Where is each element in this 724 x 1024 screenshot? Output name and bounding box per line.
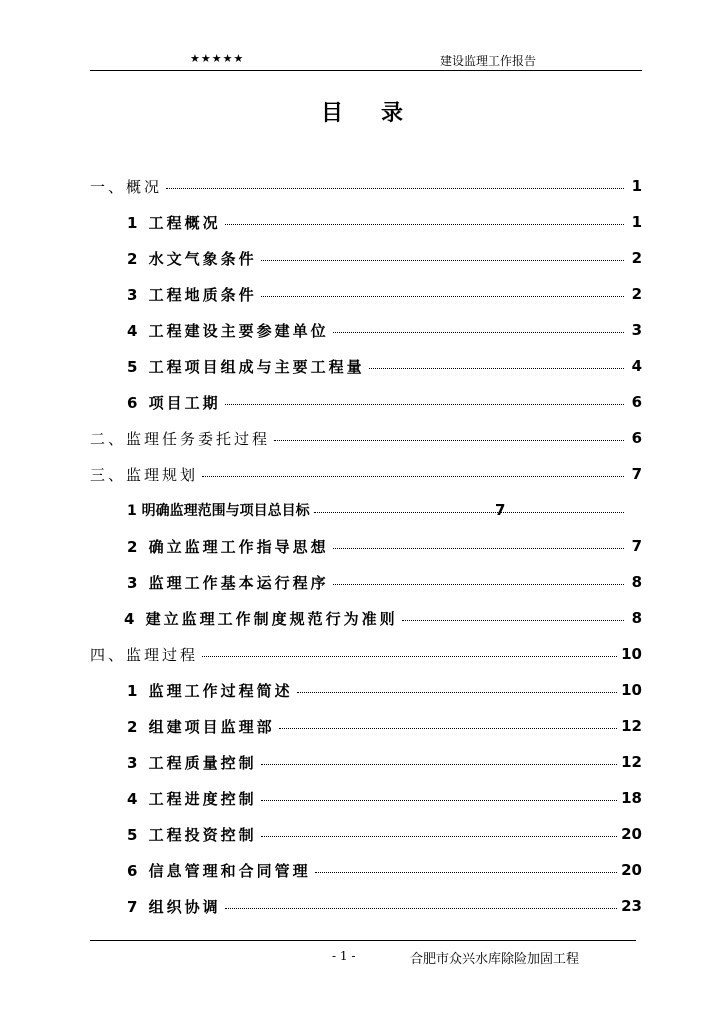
toc-entry[interactable] [90, 672, 642, 708]
toc-leader [402, 620, 624, 621]
toc-entry-page: 18 [621, 789, 642, 807]
toc-leader [369, 368, 624, 369]
toc-title: 目录 [320, 101, 441, 126]
toc-entry-page: 7 [495, 501, 506, 519]
toc-entry[interactable] [90, 456, 642, 492]
toc-entry[interactable] [90, 276, 642, 312]
toc-entry-label: 6 信息管理和合同管理 [127, 861, 311, 880]
toc-leader [261, 764, 617, 765]
page-header [90, 50, 642, 71]
toc-leader [261, 260, 624, 261]
toc-entry[interactable] [90, 492, 642, 528]
toc-entry[interactable] [90, 816, 642, 852]
toc-leader [225, 908, 617, 909]
toc-entry[interactable] [90, 564, 642, 600]
toc-entry-label: 2 组建项目监理部 [127, 717, 275, 736]
toc-entry-page: 8 [631, 573, 642, 591]
header-report-title: 建设监理工作报告 [440, 54, 537, 68]
toc-entry-page: 1 [631, 177, 642, 195]
toc-entry-page: 23 [621, 897, 642, 915]
toc-entry-page: 10 [621, 681, 642, 699]
toc-entry-page: 8 [631, 609, 642, 627]
toc-entry-label: 5 工程投资控制 [127, 825, 257, 844]
toc-entry-label: 4 工程建设主要参建单位 [127, 321, 329, 340]
table-of-contents [90, 168, 642, 924]
toc-leader [225, 224, 624, 225]
toc-entry[interactable] [90, 708, 642, 744]
toc-entry[interactable] [90, 852, 642, 888]
toc-entry-label: 一、概况 [90, 177, 163, 196]
toc-entry-page: 6 [631, 429, 642, 447]
toc-entry-label: 3 监理工作基本运行程序 [127, 573, 329, 592]
toc-entry-page: 7 [631, 465, 642, 483]
toc-entry-page: 20 [621, 825, 642, 843]
page-footer [90, 940, 636, 967]
toc-leader [315, 872, 617, 873]
toc-leader [261, 296, 624, 297]
toc-leader [202, 476, 624, 477]
toc-entry-page: 20 [621, 861, 642, 879]
toc-entry-label: 3 工程质量控制 [127, 753, 257, 772]
toc-entry-label: 2 水文气象条件 [127, 249, 257, 268]
toc-entry-page: 2 [631, 249, 642, 267]
toc-entry[interactable] [90, 168, 642, 204]
toc-leader [333, 548, 624, 549]
toc-entry-page: 12 [621, 717, 642, 735]
toc-entry-label: 1 明确监理范围与项目总目标 [127, 500, 310, 520]
toc-leader [202, 656, 617, 657]
footer-page-number: - 1 - [332, 949, 356, 963]
toc-entry-label: 7 组织协调 [127, 897, 221, 916]
toc-entry[interactable] [90, 348, 642, 384]
toc-leader [279, 728, 617, 729]
toc-entry-label: 1 监理工作过程简述 [127, 681, 293, 700]
toc-entry-page: 1 [631, 213, 642, 231]
toc-entry[interactable] [90, 636, 642, 672]
toc-entry-label: 2 确立监理工作指导思想 [127, 537, 329, 556]
toc-leader [225, 404, 624, 405]
toc-entry-label: 3 工程地质条件 [127, 285, 257, 304]
toc-leader [314, 512, 624, 513]
toc-entry-label: 三、监理规划 [90, 465, 199, 484]
toc-entry[interactable] [90, 420, 642, 456]
toc-entry[interactable] [90, 384, 642, 420]
toc-leader [274, 440, 624, 441]
toc-leader [261, 800, 617, 801]
toc-entry-label: 4 建立监理工作制度规范行为准则 [124, 609, 398, 628]
toc-entry-label: 1 工程概况 [127, 213, 221, 232]
toc-entry-page: 2 [631, 285, 642, 303]
toc-entry-page: 4 [631, 357, 642, 375]
toc-entry-label: 6 项目工期 [127, 393, 221, 412]
toc-entry-page: 6 [631, 393, 642, 411]
toc-leader [297, 692, 617, 693]
toc-leader [333, 584, 624, 585]
toc-entry-label: 5 工程项目组成与主要工程量 [127, 357, 365, 376]
toc-entry[interactable] [90, 312, 642, 348]
toc-entry-label: 4 工程进度控制 [127, 789, 257, 808]
toc-entry-page: 12 [621, 753, 642, 771]
footer-project-name: 合肥市众兴水库除险加固工程 [410, 952, 580, 967]
toc-entry[interactable] [90, 888, 642, 924]
header-stars: ★★★★★ [190, 52, 245, 65]
toc-entry[interactable] [90, 528, 642, 564]
toc-leader [261, 836, 617, 837]
toc-entry-label: 二、监理任务委托过程 [90, 429, 271, 448]
toc-entry[interactable] [90, 204, 642, 240]
toc-entry[interactable] [90, 240, 642, 276]
toc-entry-page: 7 [631, 537, 642, 555]
toc-entry-page: 10 [621, 645, 642, 663]
toc-entry[interactable] [90, 744, 642, 780]
toc-entry-label: 四、监理过程 [90, 645, 199, 664]
toc-leader [333, 332, 624, 333]
toc-entry[interactable] [90, 780, 642, 816]
toc-entry-page: 3 [631, 321, 642, 339]
toc-entry[interactable] [90, 600, 642, 636]
toc-leader [166, 188, 624, 189]
